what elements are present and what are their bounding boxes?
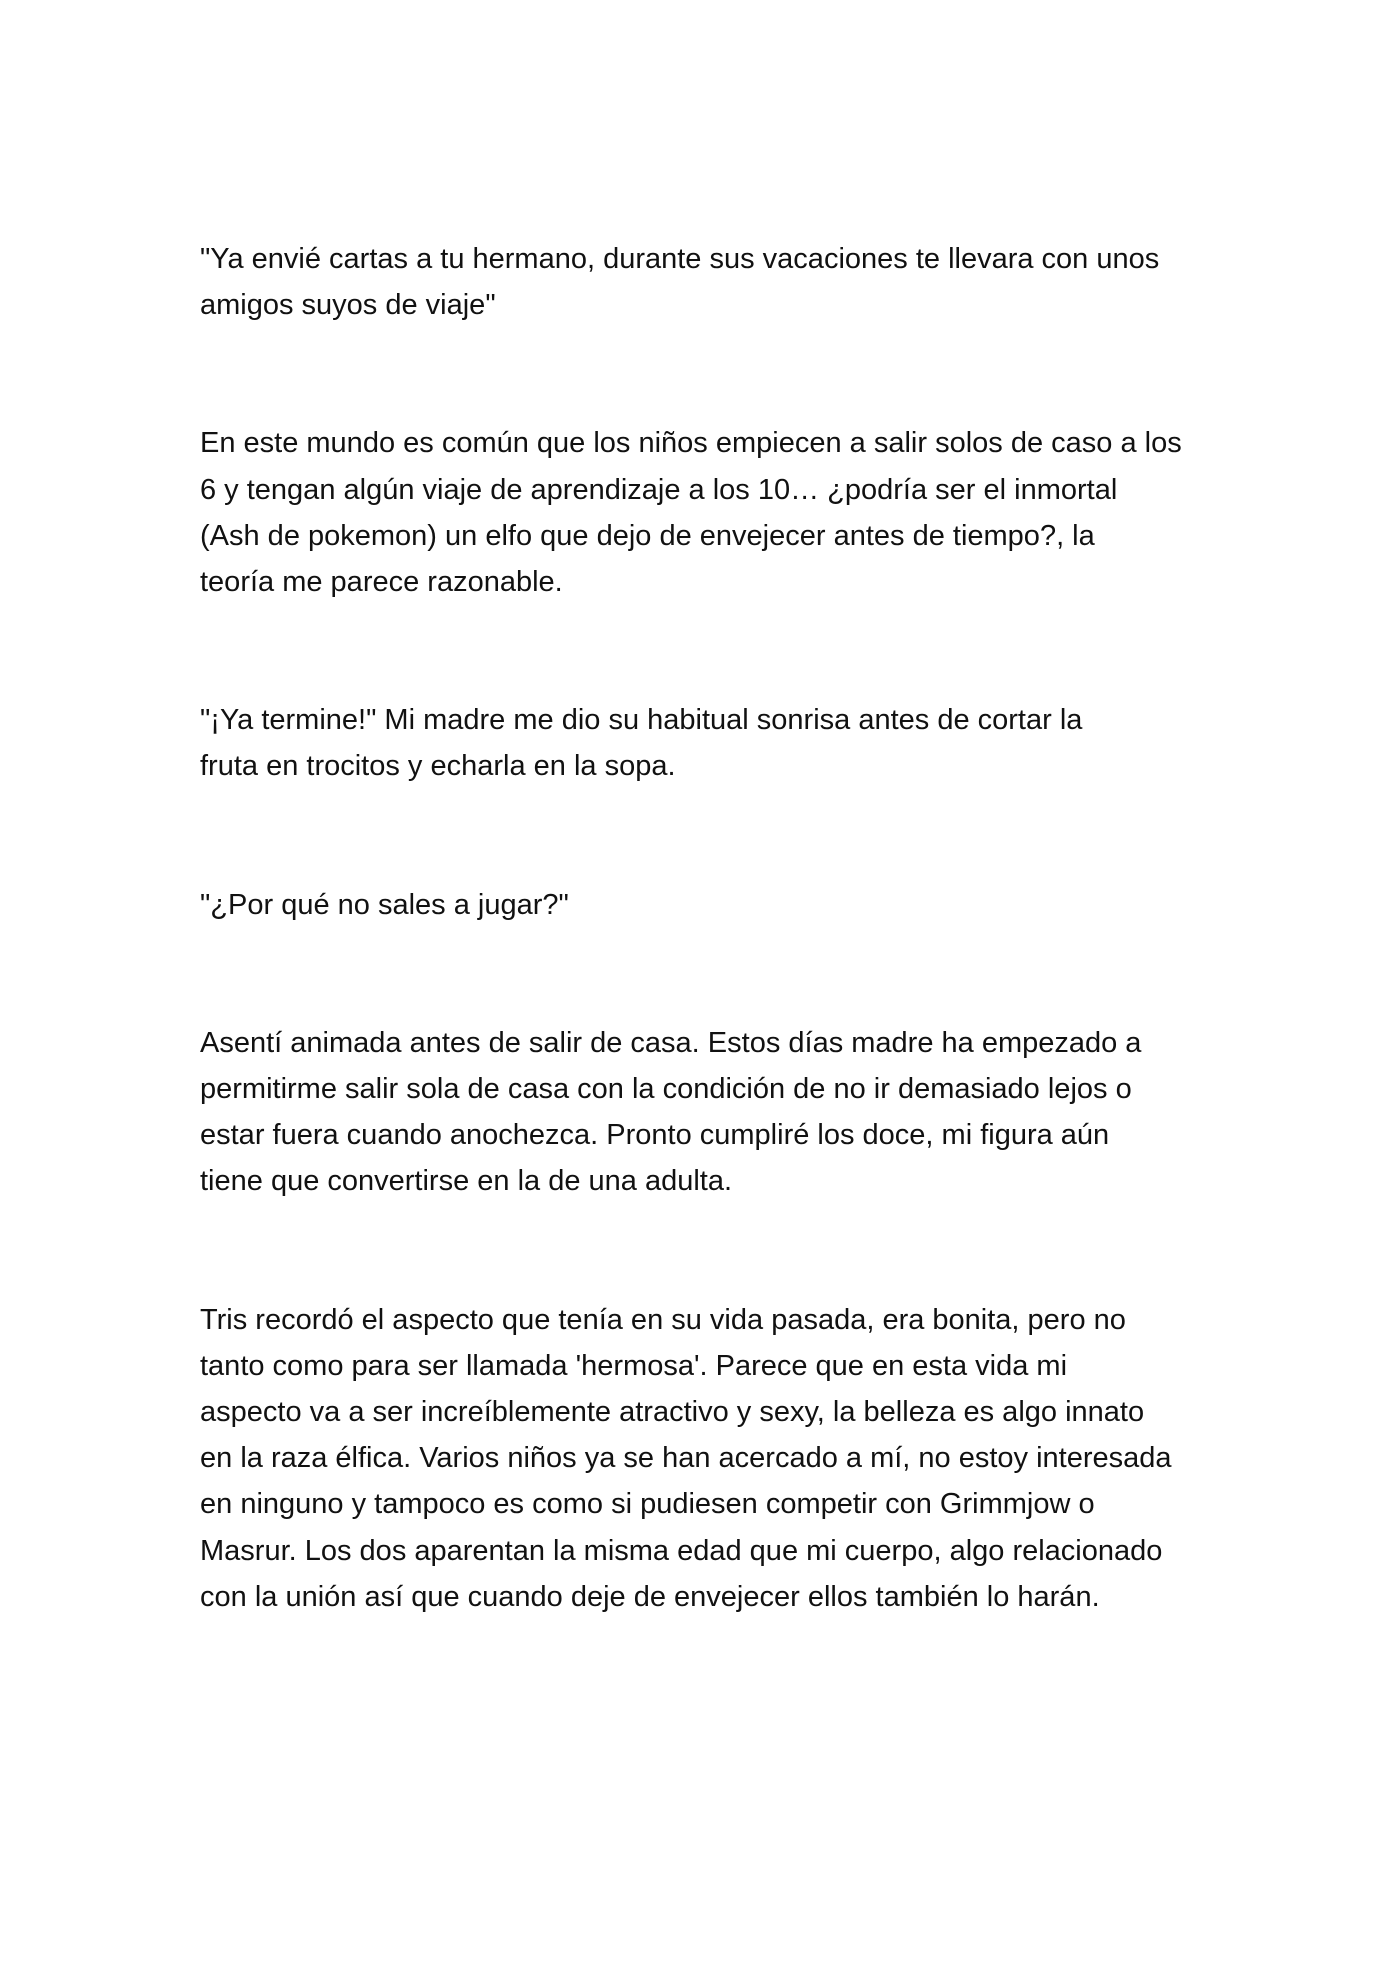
paragraph-4: [200, 882, 1210, 928]
text-line: en la raza élfica. Varios niños ya se han acercado a mí, no estoy interesada: [200, 1442, 1172, 1475]
text-line: Tris recordó el aspecto que tenía en su vida pasada, era bonita, pero no: [200, 1303, 1126, 1336]
text-line: Asentí animada antes de salir de casa. Estos días madre ha empezado a: [200, 1026, 1142, 1059]
text-line: amigos suyos de viaje": [200, 289, 496, 322]
text-line: con la unión así que cuando deje de envejecer ellos también lo harán.: [200, 1580, 1100, 1613]
body-text: [200, 236, 1210, 1620]
text-line: "Ya envié cartas a tu hermano, durante sus vacaciones te llevara con unos: [200, 243, 1160, 275]
paragraph-2: [200, 420, 1210, 605]
text-line: (Ash de pokemon) un elfo que dejo de envejecer antes de tiempo?, la: [200, 519, 1095, 552]
text-line: aspecto va a ser increíblemente atractivo y sexy, la belleza es algo innato: [200, 1396, 1145, 1429]
paragraph-1: [200, 236, 1210, 328]
paragraph-3: [200, 697, 1210, 789]
text-line: en ninguno y tampoco es como si pudiesen competir con Grimmjow o: [200, 1488, 1095, 1521]
text-line: estar fuera cuando anochezca. Pronto cumpliré los doce, mi figura aún: [200, 1119, 1110, 1152]
text-line: fruta en trocitos y echarla en la sopa.: [200, 750, 676, 783]
text-line: teoría me parece razonable.: [200, 566, 563, 599]
text-line: En este mundo es común que los niños empiecen a salir solos de caso a los: [200, 427, 1182, 460]
paragraph-6: [200, 1297, 1210, 1620]
paragraph-5: [200, 1020, 1210, 1205]
text-line: tiene que convertirse en la de una adulta.: [200, 1165, 733, 1198]
text-line: 6 y tengan algún viaje de aprendizaje a los 10… ¿podría ser el inmortal: [200, 473, 1118, 506]
text-line: permitirme salir sola de casa con la condición de no ir demasiado lejos o: [200, 1073, 1132, 1106]
text-line: Masrur. Los dos aparentan la misma edad que mi cuerpo, algo relacionado: [200, 1534, 1163, 1567]
text-line: "¿Por qué no sales a jugar?": [200, 888, 569, 921]
text-line: tanto como para ser llamada 'hermosa'. Parece que en esta vida mi: [200, 1349, 1068, 1382]
text-line: "¡Ya termine!" Mi madre me dio su habitual sonrisa antes de cortar la: [200, 704, 1083, 737]
